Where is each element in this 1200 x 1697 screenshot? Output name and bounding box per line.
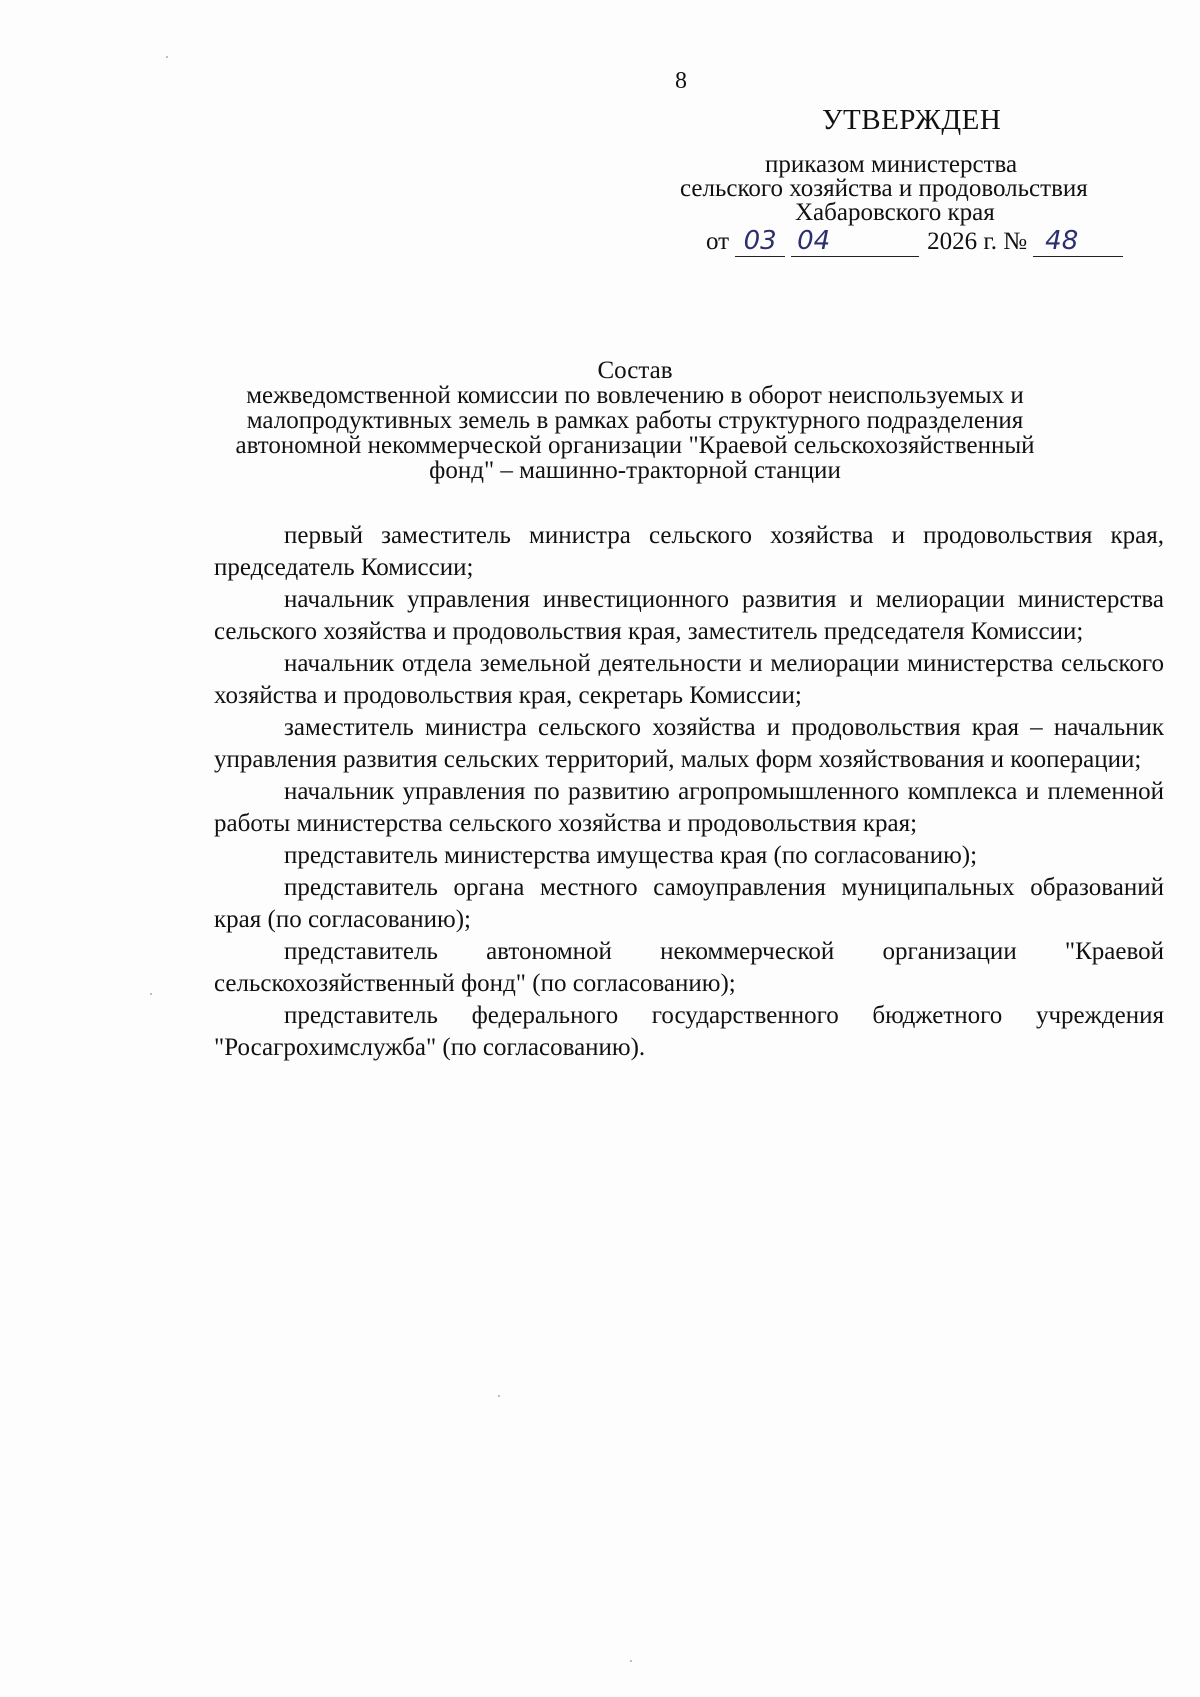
scan-speck — [166, 56, 168, 58]
document-subtitle-line: фонд" – машинно-тракторной станции — [429, 457, 841, 484]
scan-speck — [630, 1660, 632, 1662]
handwritten-day: 03 — [735, 227, 785, 257]
commission-members-list — [214, 520, 1164, 1064]
approval-line: приказом министерства — [765, 151, 1018, 178]
handwritten-order-number: 48 — [1033, 227, 1123, 257]
member-item: представитель федерального государственного бюджетного учреждения "Росагрохимслужба" (по согласованию). — [214, 1002, 1164, 1061]
member-item: начальник управления по развитию агропромышленного комплекса и племенной работы министерства сельского хозяйства и продовольствия края; — [214, 778, 1164, 837]
member-item: представитель органа местного самоуправления муниципальных образований края (по согласованию); — [214, 874, 1164, 933]
member-item: начальник отдела земельной деятельности и мелиорации министерства сельского хозяйства и продовольствия края, секретарь Комиссии; — [214, 650, 1164, 709]
page-number: 8 — [675, 68, 687, 94]
approval-line: сельского хозяйства и продовольствия — [680, 175, 1088, 202]
document-title: Состав — [597, 357, 673, 384]
member-item: представитель министерства имущества края (по согласованию); — [284, 842, 978, 869]
document-subtitle-line: автономной некоммерческой организации "Краевой сельскохозяйственный — [235, 432, 1035, 459]
document-subtitle-line: малопродуктивных земель в рамках работы структурного подразделения — [246, 407, 1024, 434]
member-item: представитель автономной некоммерческой организации "Краевой сельскохозяйственный фонд" (по согласованию); — [214, 938, 1164, 997]
document-subtitle-line: межведомственной комиссии по вовлечению в оборот неиспользуемых и — [246, 382, 1024, 409]
date-prefix: от — [706, 228, 730, 255]
member-item: первый заместитель министра сельского хозяйства и продовольствия края, председатель Комиссии; — [214, 522, 1164, 581]
scan-speck — [498, 1395, 500, 1397]
approval-heading: УТВЕРЖДЕН — [822, 104, 1002, 136]
document-title-block — [200, 358, 1070, 483]
year-and-number-label: 2026 г. № — [927, 228, 1028, 255]
handwritten-month: 04 — [791, 227, 919, 257]
member-item: начальник управления инвестиционного развития и мелиорации министерства сельского хозяйства и продовольствия края, заместитель председателя Комиссии; — [214, 586, 1164, 645]
approval-line: Хабаровского края — [795, 199, 995, 226]
approval-date-line — [706, 226, 1123, 259]
scan-speck — [150, 993, 152, 995]
member-item: заместитель министра сельского хозяйства и продовольствия края – начальник управления развития сельских территорий, малых форм хозяйствования и кооперации; — [214, 714, 1164, 773]
